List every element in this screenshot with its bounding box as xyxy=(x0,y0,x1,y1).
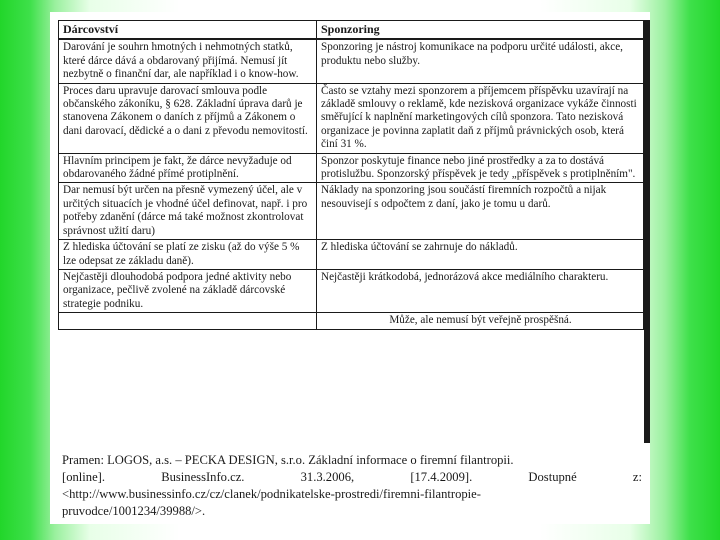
source-from: z: xyxy=(632,470,642,484)
table-cell-right: Náklady na sponzoring jsou součástí firemních rozpočtů a nijak nesouvisejí s odpočtem z daní, jako je tomu u darů. xyxy=(317,183,644,240)
table-cell-right: Může, ale nemusí být veřejně prospěšná. xyxy=(317,313,644,329)
table-row xyxy=(59,39,644,83)
table-row xyxy=(59,269,644,312)
source-date-cited: [17.4.2009]. xyxy=(410,470,473,484)
table-cell-right: Nejčastěji krátkodobá, jednorázová akce mediálního charakteru. xyxy=(317,269,644,312)
table-row xyxy=(59,183,644,240)
source-line-2 xyxy=(62,469,642,486)
table-cell-left: Hlavním principem je fakt, že dárce nevyžaduje od obdarovaného žádné přímé protiplnění. xyxy=(59,153,317,183)
header-sponzoring: Sponzoring xyxy=(317,21,644,40)
header-darcovstvi: Dárcovství xyxy=(59,21,317,40)
table-cell-left: Nejčastěji dlouhodobá podpora jedné aktivity nebo organizace, pečlivě zvolené na základě dárcovské strategie podniku. xyxy=(59,269,317,312)
source-date-published: 31.3.2006, xyxy=(300,470,355,484)
table-cell-left xyxy=(59,313,317,329)
table-cell-right: Z hlediska účtování se zahrnuje do nákladů. xyxy=(317,240,644,270)
table-row xyxy=(59,153,644,183)
source-site: BusinessInfo.cz. xyxy=(161,470,245,484)
source-online: [online]. xyxy=(62,470,106,484)
table-cell-right: Sponzor poskytuje finance nebo jiné prostředky a za to dostává protislužbu. Sponzorský příspěvek je tedy „příspěvek s protiplněním". xyxy=(317,153,644,183)
document-sheet xyxy=(50,12,650,524)
table-cell-left: Dar nemusí být určen na přesně vymezený účel, ale v určitých situacích je vhodné účel definovat, např. i pro potřeby zdanění (dárce má také možnost zkontrolovat správnost užití daru) xyxy=(59,183,317,240)
table-cell-right: Často se vztahy mezi sponzorem a příjemcem příspěvku uzavírají na základě smlouvy o reklamě, kde nezisková organizace vykáže činnosti směřující k naplnění marketingových cílů sponzora. Tato nezisková organizace je povinna zaplatit daň z příjmů právnických osob, která činí 31 %. xyxy=(317,83,644,153)
table-row xyxy=(59,83,644,153)
table-edge-bar xyxy=(644,20,650,443)
table-cell-left: Proces daru upravuje darovací smlouva podle občanského zákoníku, § 628. Základní úprava darů je stanovena Zákonem o daních z příjmů a Zákonem o dani darovací, dědické a o dani z převodu nemovitostí. xyxy=(59,83,317,153)
table-header-row xyxy=(59,21,644,40)
table-cell-right: Sponzoring je nástroj komunikace na podporu určité události, akce, produktu nebo služby. xyxy=(317,39,644,83)
table-cell-left: Darování je souhrn hmotných i nehmotných statků, které dárce dává a obdarovaný přijímá. Nemusí jít nezbytně o finanční dar, ale například i o know-how. xyxy=(59,39,317,83)
comparison-table xyxy=(58,20,644,330)
table-row xyxy=(59,240,644,270)
source-url-line-2: pruvodce/1001234/39988/>. xyxy=(62,504,206,518)
source-url-line-1: <http://www.businessinfo.cz/cz/clanek/podnikatelske-prostredi/firemni-filantropie- xyxy=(62,487,481,501)
table-row xyxy=(59,313,644,329)
source-available: Dostupné xyxy=(528,470,577,484)
source-line-1: Pramen: LOGOS, a.s. – PECKA DESIGN, s.r.o. Základní informace o firemní filantropii. xyxy=(62,453,514,467)
source-citation xyxy=(62,452,642,520)
table-cell-left: Z hlediska účtování se platí ze zisku (až do výše 5 % lze odepsat ze základu daně). xyxy=(59,240,317,270)
